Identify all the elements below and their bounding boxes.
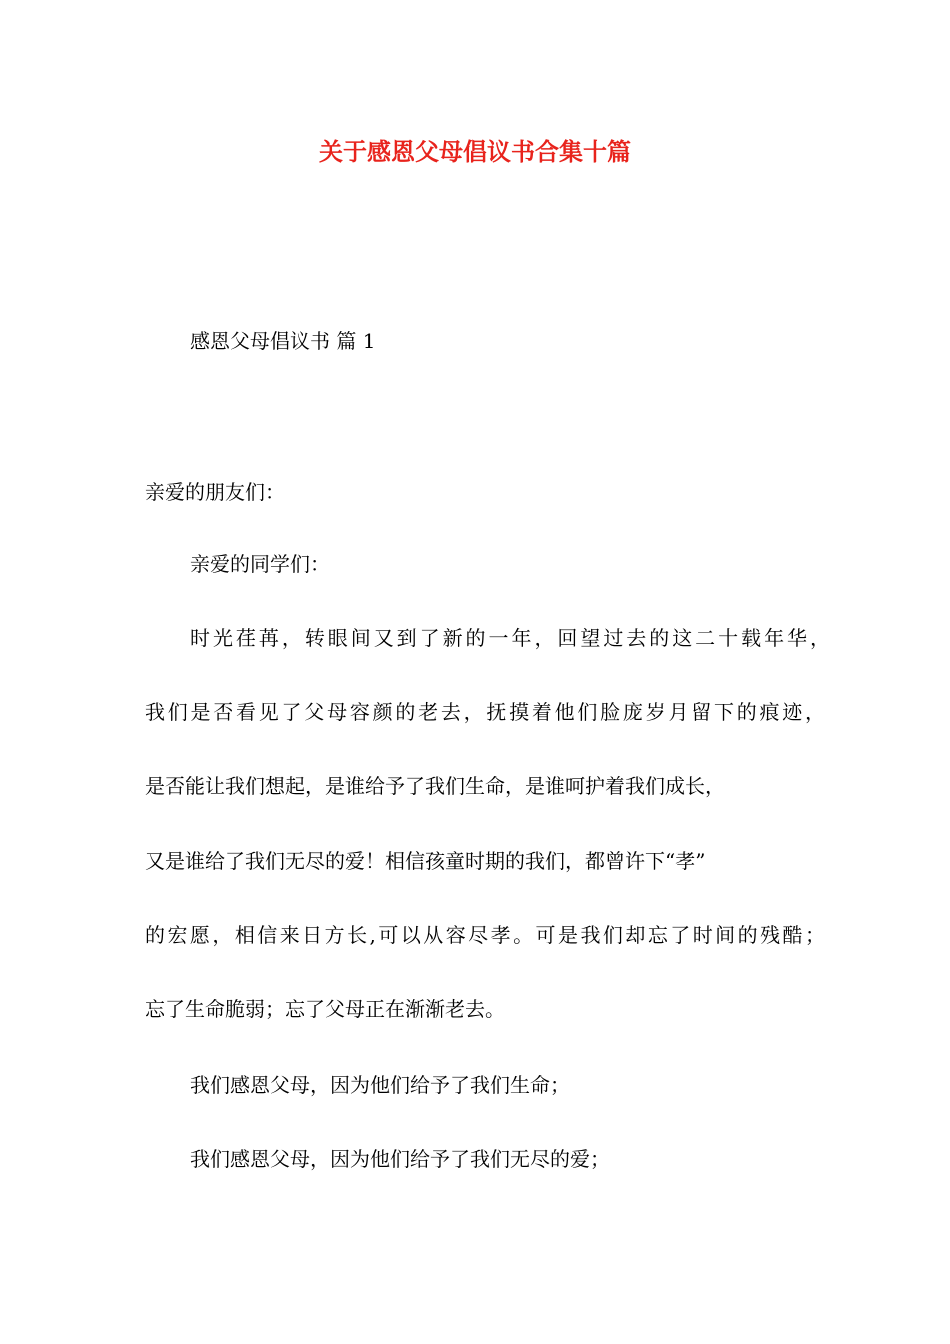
- paragraph-line-5: 的宏愿，相信来日方长,可以从容尽孝。可是我们却忘了时间的残酷；: [145, 923, 825, 947]
- document-title: 关于感恩父母倡议书合集十篇: [319, 137, 631, 166]
- paragraph-line-3: 是否能让我们想起，是谁给予了我们生命，是谁呵护着我们成长，: [145, 774, 725, 798]
- paragraph-line-6: 忘了生命脆弱；忘了父母正在渐渐老去。: [145, 997, 505, 1021]
- paragraph-line-4: 又是谁给了我们无尽的爱！相信孩童时期的我们，都曾许下“孝”: [145, 849, 706, 873]
- salutation-friends: 亲爱的朋友们：: [145, 480, 285, 504]
- paragraph-line-2: 我们是否看见了父母容颜的老去，抚摸着他们脸庞岁月留下的痕迹，: [145, 700, 825, 724]
- salutation-classmates: 亲爱的同学们：: [190, 552, 330, 576]
- section-heading: 感恩父母倡议书 篇 1: [190, 329, 376, 353]
- paragraph-line-1: 时光荏苒，转眼间又到了新的一年，回望过去的这二十载年华，: [190, 626, 830, 650]
- paragraph-gratitude-love: 我们感恩父母，因为他们给予了我们无尽的爱；: [190, 1147, 610, 1171]
- paragraph-gratitude-life: 我们感恩父母，因为他们给予了我们生命；: [190, 1073, 570, 1097]
